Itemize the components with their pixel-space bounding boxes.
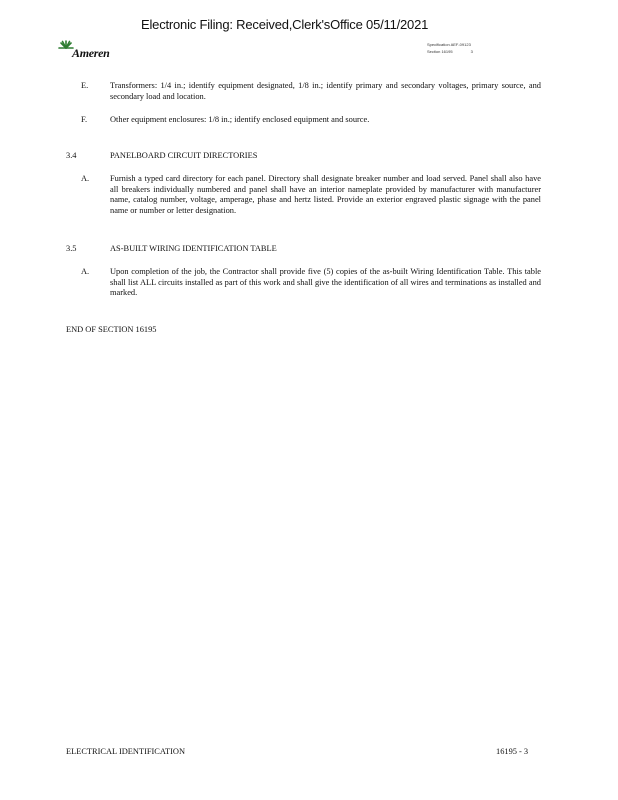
item-label: F. [81,115,88,124]
spec-reference [427,41,473,55]
list-item [81,81,541,102]
section-title: PANELBOARD CIRCUIT DIRECTORIES [110,151,258,160]
footer-title: ELECTRICAL IDENTIFICATION [66,747,186,756]
item-label: E. [81,81,89,90]
logo-text: Ameren [72,46,110,60]
spec-page: 3 [470,49,473,54]
section-heading [66,151,257,162]
spec-number: Specification AEF-09123 [427,42,471,47]
list-item [81,174,541,216]
end-of-section: END OF SECTION 16195 [66,325,157,334]
section-number: 3.5 [66,244,77,253]
list-item [81,267,541,299]
footer-page-number: 16195 - 3 [496,747,529,756]
spec-section: Section 16195 [427,49,453,54]
section-title: AS-BUILT WIRING IDENTIFICATION TABLE [110,244,277,253]
filing-stamp: Electronic Filing: Received,Clerk'sOffice 05/11/2021 [141,17,429,32]
section-number: 3.4 [66,151,77,160]
list-item [81,115,541,126]
item-text: Furnish a typed card directory for each panel. Directory shall designate breaker number and load served. Panel shall also have all breakers individually numbered and panel shall have an interior nameplate provided by manufacturer with manufacturer name, catalog number, voltage, amperage, phase and hertz listed. Provide an exterior engraved plastic signage with the panel name or number or letter designation. [110,174,541,215]
company-logo [58,40,118,62]
item-text: Other equipment enclosures: 1/8 in.; identify enclosed equipment and source. [110,115,370,124]
item-label: A. [81,267,90,276]
item-label: A. [81,174,90,183]
item-text: Transformers: 1/4 in.; identify equipment designated, 1/8 in.; identify primary and secondary voltages, primary source, and secondary load and location. [110,81,541,101]
section-heading [66,244,277,255]
item-text: Upon completion of the job, the Contractor shall provide five (5) copies of the as-built Wiring Identification Table. This table shall list ALL circuits installed as part of this work and shall give the identification of all wires and terminations as installed and marked. [110,267,541,297]
